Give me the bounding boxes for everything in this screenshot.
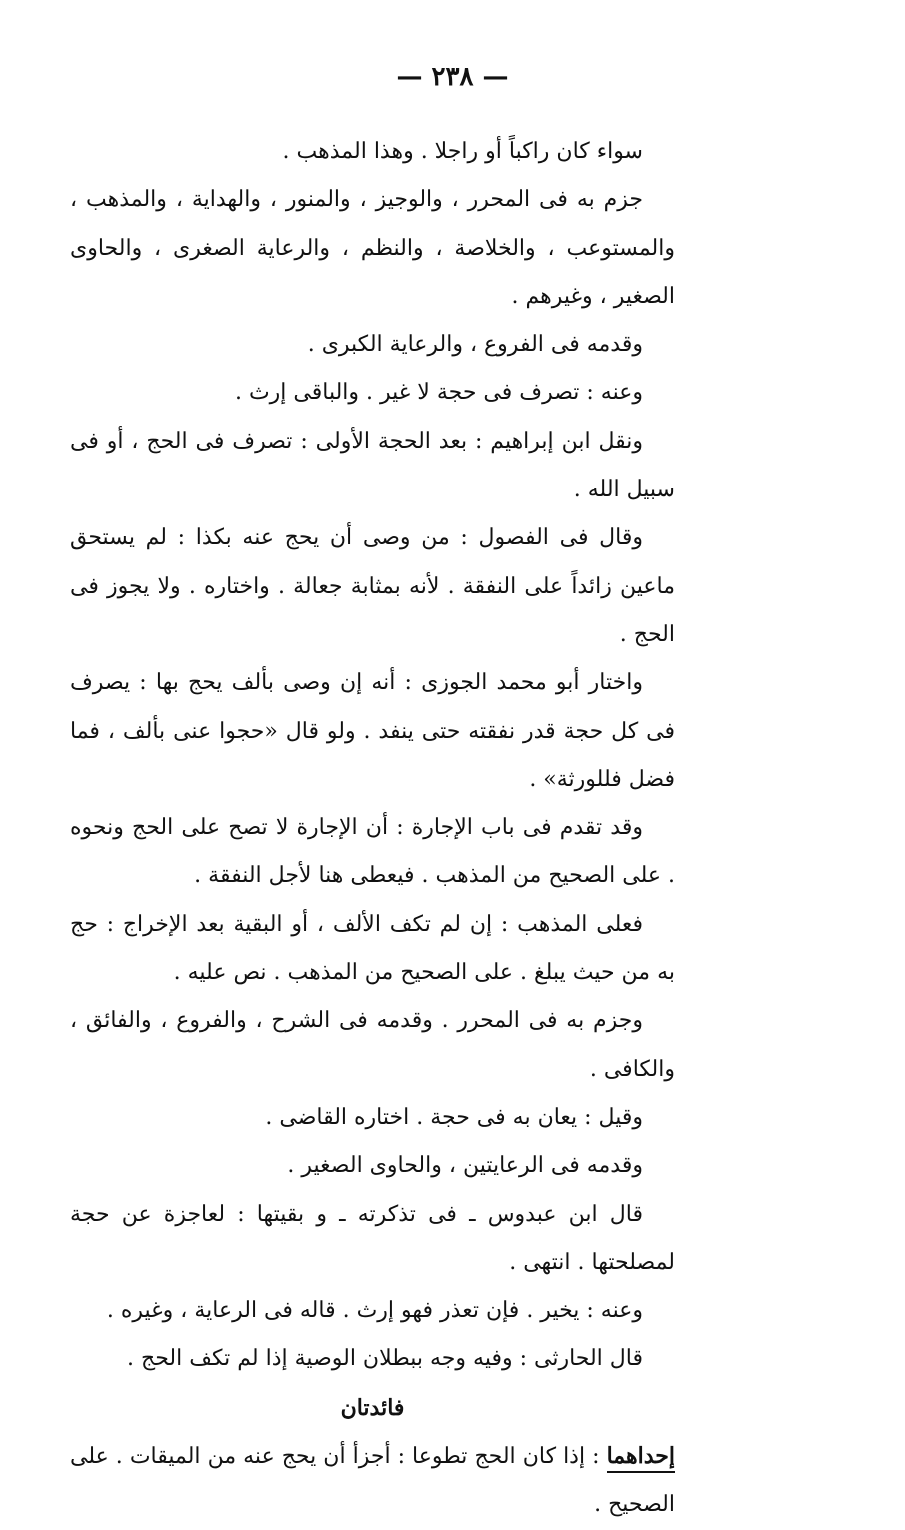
paragraph-text: : إذا كان الحج تطوعا : أجزأ أن يحج عنه من الميقات . على الصحيح . bbox=[70, 1444, 675, 1518]
paragraph: وقد تقدم فى باب الإجارة : أن الإجارة لا تصح على الحج ونحوه . على الصحيح من المذهب . فيعطى هنا لأجل النفقة . bbox=[70, 815, 675, 889]
paragraph: وقال فى الفصول : من وصى أن يحج عنه بكذا : لم يستحق ماعين زائداً على النفقة . لأنه بمثابة جعالة . واختاره . ولا يجوز فى الحج . bbox=[70, 525, 675, 647]
paragraph: وقيل : يعان به فى حجة . اختاره القاضى . bbox=[265, 1104, 643, 1130]
page-number: — ٢٣٨ — bbox=[396, 62, 509, 92]
paragraph: وجزم به فى المحرر . وقدمه فى الشرح ، والفروع ، والفائق ، والكافى . bbox=[70, 1008, 675, 1082]
section-heading: فائدتان bbox=[340, 1394, 405, 1421]
paragraph: سواء كان راكباً أو راجلا . وهذا المذهب . bbox=[282, 139, 643, 164]
paragraph: وعنه : يخير . فإن تعذر فهو إرث . قاله فى الرعاية ، وغيره . bbox=[106, 1298, 643, 1324]
paragraph: جزم به فى المحرر ، والوجيز ، والمنور ، والهداية ، والمذهب ، والمستوعب ، والخلاصة ، والنظم ، والرعاية الصغرى ، والحاوى الصغير ، وغيرهم . bbox=[70, 187, 675, 309]
paragraph: وقدمه فى الفروع ، والرعاية الكبرى . bbox=[307, 332, 643, 358]
paragraph: وقدمه فى الرعايتين ، والحاوى الصغير . bbox=[287, 1153, 643, 1179]
paragraph: قال ابن عبدوس ـ فى تذكرته ـ و بقيتها : لعاجزة عن حجة لمصلحتها . انتهى . bbox=[70, 1201, 675, 1275]
paragraph: واختار أبو محمد الجوزى : أنه إن وصى بألف يحج بها : يصرف فى كل حجة قدر نفقته حتى ينفد . ولو قال «حجوا عنى بألف ، فما فضل فللورثة» . bbox=[70, 670, 675, 792]
final-paragraph bbox=[70, 1432, 675, 1530]
paragraph: وعنه : تصرف فى حجة لا غير . والباقى إرث . bbox=[234, 380, 643, 406]
paragraph: قال الحارثى : وفيه وجه ببطلان الوصية إذا لم تكف الحج . bbox=[127, 1346, 643, 1372]
paragraph: ونقل ابن إبراهيم : بعد الحجة الأولى : تصرف فى الحج ، أو فى سبيل الله . bbox=[70, 428, 675, 503]
paragraph-lead-word: إحداهما bbox=[607, 1443, 675, 1473]
paragraph: فعلى المذهب : إن لم تكف الألف ، أو البقية بعد الإخراج : حج به من حيث يبلغ . على الصحيح من المذهب . نص عليه . bbox=[70, 911, 675, 986]
body-text bbox=[70, 128, 675, 1530]
